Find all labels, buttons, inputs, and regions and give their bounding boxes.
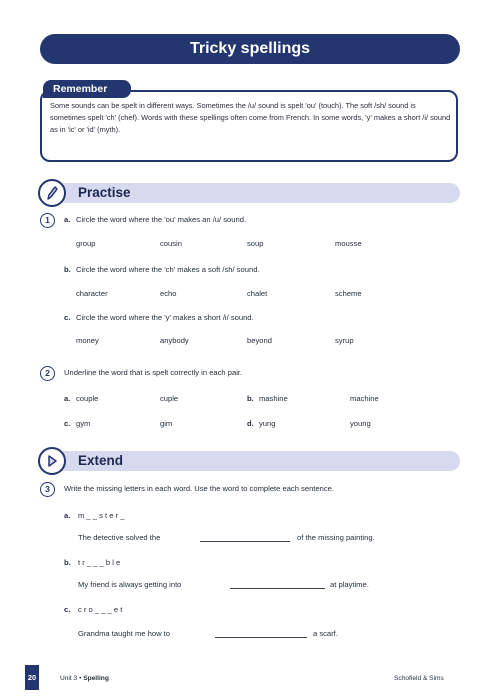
word-option[interactable]: yung — [259, 419, 276, 428]
word-option[interactable]: young — [350, 419, 371, 428]
page-number: 20 — [25, 665, 39, 690]
word-option[interactable]: chalet — [247, 289, 268, 298]
item-letter: c. — [64, 605, 71, 614]
item-letter: a. — [64, 511, 71, 520]
footer-unit — [60, 675, 109, 682]
word-option[interactable]: gim — [160, 419, 173, 428]
word-option[interactable]: beyond — [247, 336, 272, 345]
question-number: 3 — [40, 482, 55, 497]
remember-text: Some sounds can be spelt in different ways. Sometimes the /u/ sound is spelt 'ou' (touch). The soft /sh/ sound is sometimes spelt 'ch' (chef). Words with these spellings often come from French. In some words, 'y' makes a short /i/ sound as in 'ic' or 'id' (myth). — [50, 101, 451, 134]
sentence-start: Grandma taught me how to — [78, 629, 171, 638]
word-option[interactable]: group — [76, 239, 96, 248]
q1a-prompt: Circle the word where the 'ou' makes an /u/ sound. — [76, 215, 247, 224]
missing-letters-word[interactable]: c r o _ _ _ e t — [78, 605, 123, 614]
q3-prompt: Write the missing letters in each word. Use the word to complete each sentence. — [64, 484, 334, 493]
word-option[interactable]: cousin — [160, 239, 182, 248]
question-number: 2 — [40, 366, 55, 381]
footer-separator: • — [79, 675, 84, 682]
remember-label: Remember — [43, 80, 131, 98]
word-option[interactable]: character — [76, 289, 108, 298]
extend-heading: Extend — [78, 453, 124, 468]
item-letter: b. — [247, 394, 254, 403]
answer-blank[interactable] — [215, 637, 307, 638]
sentence-end: at playtime. — [330, 580, 369, 589]
item-letter: c. — [64, 419, 71, 428]
word-option[interactable]: scheme — [335, 289, 362, 298]
word-option[interactable]: syrup — [335, 336, 354, 345]
word-option[interactable]: mashine — [259, 394, 288, 403]
pencil-icon — [38, 179, 66, 207]
word-option[interactable]: echo — [160, 289, 177, 298]
sentence-end: a scarf. — [313, 629, 338, 638]
item-letter: c. — [64, 313, 71, 322]
item-letter: d. — [247, 419, 254, 428]
word-option[interactable]: mousse — [335, 239, 362, 248]
word-option[interactable]: money — [76, 336, 99, 345]
question-number: 1 — [40, 213, 55, 228]
footer-topic: Spelling — [83, 675, 109, 682]
answer-blank[interactable] — [230, 588, 325, 589]
footer-publisher: Schofield & Sims — [394, 675, 444, 682]
word-option[interactable]: machine — [350, 394, 379, 403]
page-title: Tricky spellings — [40, 34, 460, 64]
word-option[interactable]: soup — [247, 239, 264, 248]
q1c-prompt: Circle the word where the 'y' makes a short /i/ sound. — [76, 313, 254, 322]
sentence-start: My friend is always getting into — [78, 580, 182, 589]
word-option[interactable]: anybody — [160, 336, 189, 345]
answer-blank[interactable] — [200, 541, 290, 542]
q2-prompt: Underline the word that is spelt correctly in each pair. — [64, 368, 243, 377]
item-letter: a. — [64, 215, 71, 224]
word-option[interactable]: couple — [76, 394, 99, 403]
arrow-right-icon — [38, 447, 66, 475]
sentence-start: The detective solved the — [78, 533, 161, 542]
practise-heading: Practise — [78, 185, 131, 200]
q1b-prompt: Circle the word where the 'ch' makes a soft /sh/ sound. — [76, 265, 260, 274]
item-letter: b. — [64, 558, 71, 567]
missing-letters-word[interactable]: m _ _ s t e r _ — [78, 511, 125, 520]
missing-letters-word[interactable]: t r _ _ _ b l e — [78, 558, 121, 567]
footer-unit-label: Unit 3 — [60, 675, 78, 682]
item-letter: b. — [64, 265, 71, 274]
item-letter: a. — [64, 394, 71, 403]
sentence-end: of the missing painting. — [297, 533, 375, 542]
word-option[interactable]: gym — [76, 419, 91, 428]
word-option[interactable]: cuple — [160, 394, 179, 403]
